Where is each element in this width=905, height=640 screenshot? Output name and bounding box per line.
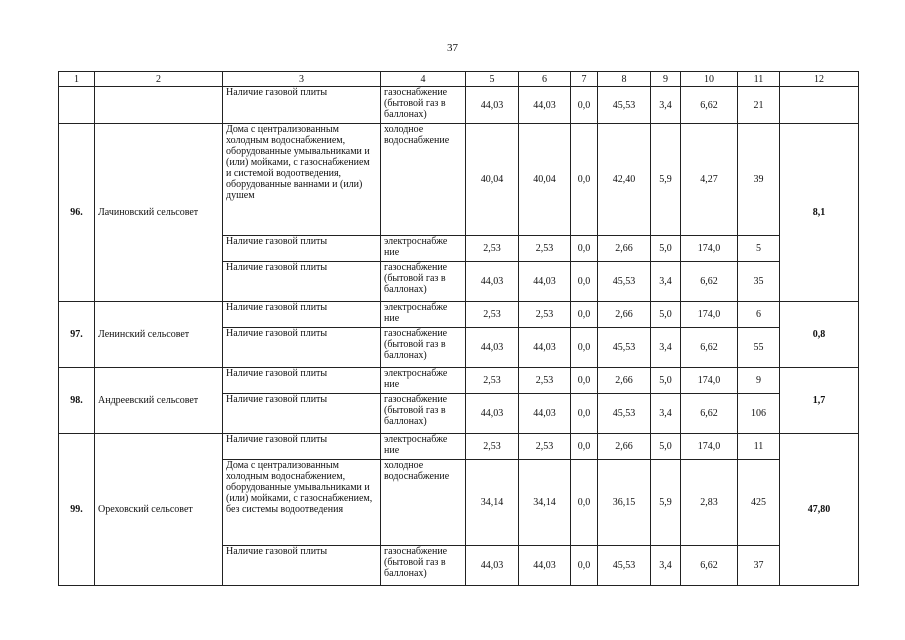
header-row	[59, 72, 859, 87]
value-cell-c11: 35	[738, 262, 780, 302]
utility-service: газоснабжение (бытовой газ в баллонах)	[381, 546, 466, 586]
row-number	[59, 87, 95, 124]
value-cell-c6: 44,03	[519, 328, 571, 368]
value-cell-c7: 0,0	[571, 302, 598, 328]
value-cell-c9: 5,0	[651, 368, 681, 394]
settlement-name	[95, 87, 223, 124]
value-cell-c8: 2,66	[598, 368, 651, 394]
value-cell-c7: 0,0	[571, 434, 598, 460]
housing-description: Наличие газовой плиты	[223, 87, 381, 124]
value-cell-c5: 44,03	[466, 394, 519, 434]
value-cell-c10: 6,62	[681, 262, 738, 302]
housing-description: Наличие газовой плиты	[223, 262, 381, 302]
row-number: 97.	[59, 302, 95, 368]
value-cell-c10: 174,0	[681, 236, 738, 262]
column-header: 5	[466, 72, 519, 87]
value-cell-c9: 5,0	[651, 236, 681, 262]
value-cell-c11: 9	[738, 368, 780, 394]
utility-service: электроснабже ние	[381, 236, 466, 262]
value-cell-c9: 5,9	[651, 124, 681, 236]
value-cell-c7: 0,0	[571, 460, 598, 546]
total-value	[780, 87, 859, 124]
total-value: 1,7	[780, 368, 859, 434]
row-number: 96.	[59, 124, 95, 302]
value-cell-c11: 106	[738, 394, 780, 434]
table-body	[59, 87, 859, 586]
value-cell-c7: 0,0	[571, 394, 598, 434]
value-cell-c5: 44,03	[466, 262, 519, 302]
value-cell-c11: 55	[738, 328, 780, 368]
value-cell-c8: 42,40	[598, 124, 651, 236]
value-cell-c10: 6,62	[681, 394, 738, 434]
value-cell-c9: 5,9	[651, 460, 681, 546]
utility-service: холодное водоснабжение	[381, 124, 466, 236]
utility-service: газоснабжение (бытовой газ в баллонах)	[381, 328, 466, 368]
value-cell-c11: 11	[738, 434, 780, 460]
value-cell-c7: 0,0	[571, 546, 598, 586]
value-cell-c9: 5,0	[651, 434, 681, 460]
table-row	[59, 434, 859, 460]
page-number: 37	[447, 42, 458, 54]
housing-description: Наличие газовой плиты	[223, 302, 381, 328]
housing-description: Дома с централизованным холодным водоснабжением, оборудованные умывальниками и (или) мойками, с газоснабжением, без системы водоотведения	[223, 460, 381, 546]
value-cell-c7: 0,0	[571, 236, 598, 262]
value-cell-c6: 34,14	[519, 460, 571, 546]
value-cell-c6: 2,53	[519, 302, 571, 328]
table-row	[59, 302, 859, 328]
value-cell-c8: 45,53	[598, 394, 651, 434]
value-cell-c7: 0,0	[571, 368, 598, 394]
value-cell-c10: 174,0	[681, 368, 738, 394]
value-cell-c5: 34,14	[466, 460, 519, 546]
value-cell-c10: 174,0	[681, 302, 738, 328]
utility-service: газоснабжение (бытовой газ в баллонах)	[381, 262, 466, 302]
column-header: 7	[571, 72, 598, 87]
value-cell-c8: 45,53	[598, 546, 651, 586]
value-cell-c6: 44,03	[519, 546, 571, 586]
utility-service: газоснабжение (бытовой газ в баллонах)	[381, 394, 466, 434]
column-header: 8	[598, 72, 651, 87]
settlement-name: Ленинский сельсовет	[95, 302, 223, 368]
value-cell-c7: 0,0	[571, 124, 598, 236]
settlement-name: Андреевский сельсовет	[95, 368, 223, 434]
value-cell-c8: 45,53	[598, 87, 651, 124]
column-header: 6	[519, 72, 571, 87]
tariff-table	[58, 71, 859, 586]
value-cell-c8: 45,53	[598, 262, 651, 302]
value-cell-c10: 6,62	[681, 546, 738, 586]
value-cell-c10: 6,62	[681, 87, 738, 124]
column-header: 11	[738, 72, 780, 87]
housing-description: Наличие газовой плиты	[223, 546, 381, 586]
value-cell-c8: 45,53	[598, 328, 651, 368]
table-row	[59, 368, 859, 394]
value-cell-c10: 174,0	[681, 434, 738, 460]
column-header: 10	[681, 72, 738, 87]
value-cell-c5: 2,53	[466, 302, 519, 328]
row-number: 99.	[59, 434, 95, 586]
value-cell-c8: 2,66	[598, 236, 651, 262]
value-cell-c11: 37	[738, 546, 780, 586]
column-header: 12	[780, 72, 859, 87]
column-header: 9	[651, 72, 681, 87]
value-cell-c8: 2,66	[598, 302, 651, 328]
value-cell-c6: 44,03	[519, 87, 571, 124]
value-cell-c5: 44,03	[466, 328, 519, 368]
settlement-name: Лачиновский сельсовет	[95, 124, 223, 302]
total-value: 8,1	[780, 124, 859, 302]
value-cell-c6: 44,03	[519, 262, 571, 302]
value-cell-c8: 2,66	[598, 434, 651, 460]
value-cell-c9: 3,4	[651, 394, 681, 434]
housing-description: Наличие газовой плиты	[223, 434, 381, 460]
settlement-name: Ореховский сельсовет	[95, 434, 223, 586]
table-row	[59, 87, 859, 124]
column-header: 3	[223, 72, 381, 87]
value-cell-c9: 3,4	[651, 546, 681, 586]
value-cell-c7: 0,0	[571, 328, 598, 368]
utility-service: холодное водоснабжение	[381, 460, 466, 546]
utility-service: электроснабже ние	[381, 368, 466, 394]
utility-service: электроснабже ние	[381, 434, 466, 460]
utility-service: электроснабже ние	[381, 302, 466, 328]
value-cell-c5: 2,53	[466, 368, 519, 394]
value-cell-c11: 39	[738, 124, 780, 236]
value-cell-c5: 2,53	[466, 434, 519, 460]
value-cell-c10: 4,27	[681, 124, 738, 236]
total-value: 0,8	[780, 302, 859, 368]
housing-description: Наличие газовой плиты	[223, 394, 381, 434]
value-cell-c6: 2,53	[519, 236, 571, 262]
value-cell-c6: 40,04	[519, 124, 571, 236]
total-value: 47,80	[780, 434, 859, 586]
value-cell-c6: 44,03	[519, 394, 571, 434]
housing-description: Наличие газовой плиты	[223, 368, 381, 394]
value-cell-c11: 6	[738, 302, 780, 328]
table-row	[59, 124, 859, 236]
value-cell-c9: 3,4	[651, 328, 681, 368]
value-cell-c11: 21	[738, 87, 780, 124]
value-cell-c7: 0,0	[571, 87, 598, 124]
value-cell-c11: 425	[738, 460, 780, 546]
value-cell-c5: 44,03	[466, 87, 519, 124]
value-cell-c5: 2,53	[466, 236, 519, 262]
value-cell-c10: 6,62	[681, 328, 738, 368]
value-cell-c9: 3,4	[651, 87, 681, 124]
value-cell-c5: 40,04	[466, 124, 519, 236]
value-cell-c9: 3,4	[651, 262, 681, 302]
column-header: 1	[59, 72, 95, 87]
value-cell-c6: 2,53	[519, 368, 571, 394]
housing-description: Наличие газовой плиты	[223, 328, 381, 368]
column-header: 4	[381, 72, 466, 87]
value-cell-c11: 5	[738, 236, 780, 262]
value-cell-c10: 2,83	[681, 460, 738, 546]
housing-description: Наличие газовой плиты	[223, 236, 381, 262]
value-cell-c8: 36,15	[598, 460, 651, 546]
utility-service: газоснабжение (бытовой газ в баллонах)	[381, 87, 466, 124]
value-cell-c6: 2,53	[519, 434, 571, 460]
row-number: 98.	[59, 368, 95, 434]
column-header: 2	[95, 72, 223, 87]
value-cell-c7: 0,0	[571, 262, 598, 302]
value-cell-c9: 5,0	[651, 302, 681, 328]
housing-description: Дома с централизованным холодным водоснабжением, оборудованные умывальниками и (или) мойками, с газоснабжением и системой водоотведения, оборудованные ваннами и (или) душем	[223, 124, 381, 236]
value-cell-c5: 44,03	[466, 546, 519, 586]
